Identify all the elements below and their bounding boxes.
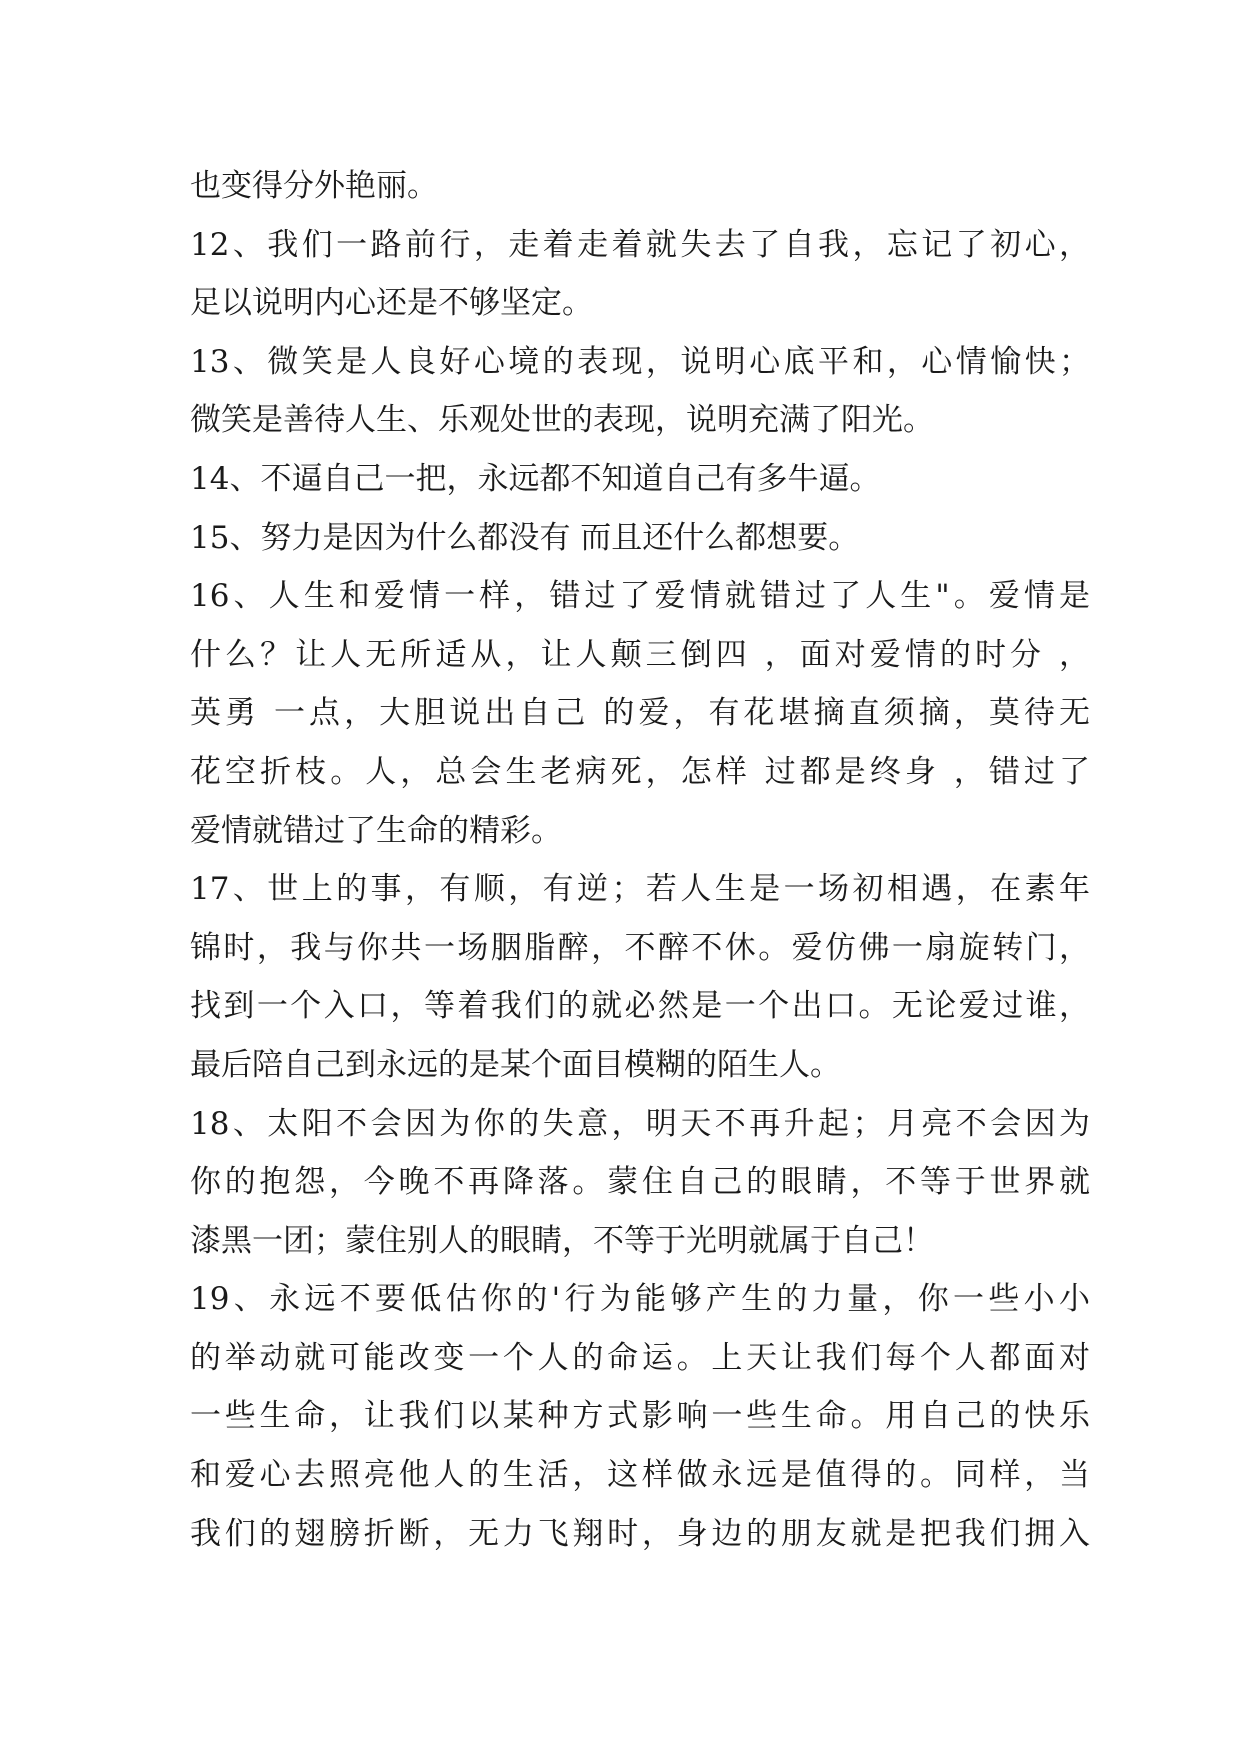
- text-line: 什么？让人无所适从，让人颠三倒四 ，面对爱情的时分 ，: [190, 636, 1090, 673]
- text-line: 足以说明内心还是不够坚定。: [190, 285, 593, 322]
- text-line: 17、世上的事，有顺，有逆；若人生是一场初相遇，在素年: [190, 871, 1090, 908]
- text-line: 最后陪自己到永远的是某个面目模糊的陌生人。: [190, 1046, 841, 1083]
- text-line: 13、微笑是人良好心境的表现，说明心底平和，心情愉快；: [190, 343, 1090, 380]
- text-line: 你的抱怨，今晚不再降落。蒙住自己的眼睛，不等于世界就: [190, 1164, 1090, 1201]
- text-line: 微笑是善待人生、乐观处世的表现，说明充满了阳光。: [190, 402, 934, 439]
- text-line: 也变得分外艳丽。: [190, 168, 438, 204]
- text-line: 19、永远不要低估你的'行为能够产生的力量，你一些小小: [190, 1281, 1090, 1318]
- text-line: 16、人生和爱情一样，错过了爱情就错过了人生"。爱情是: [190, 578, 1090, 615]
- document-body: [190, 157, 1090, 1563]
- text-line: 我们的翅膀折断，无力飞翔时，身边的朋友就是把我们拥入: [190, 1515, 1090, 1552]
- text-line: 18、太阳不会因为你的失意，明天不再升起；月亮不会因为: [190, 1105, 1090, 1142]
- text-line: 14、不逼自己一把，永远都不知道自己有多牛逼。: [190, 460, 881, 497]
- text-line: 爱情就错过了生命的精彩。: [190, 812, 562, 849]
- text-line: 锦时，我与你共一场胭脂醉，不醉不休。爱仿佛一扇旋转门，: [190, 929, 1090, 966]
- text-line: 找到一个入口，等着我们的就必然是一个出口。无论爱过谁，: [190, 988, 1090, 1025]
- text-line: 和爱心去照亮他人的生活，这样做永远是值得的。同样，当: [190, 1457, 1090, 1494]
- text-line: 英勇 一点，大胆说出自己 的爱，有花堪摘直须摘，莫待无: [190, 695, 1090, 732]
- text-line: 漆黑一团；蒙住别人的眼睛，不等于光明就属于自己！: [190, 1222, 934, 1259]
- text-line: 的举动就可能改变一个人的命运。上天让我们每个人都面对: [190, 1339, 1090, 1376]
- text-line: 一些生命，让我们以某种方式影响一些生命。用自己的快乐: [190, 1398, 1090, 1435]
- text-line: 12、我们一路前行，走着走着就失去了自我，忘记了初心，: [190, 226, 1090, 263]
- text-line: 15、努力是因为什么都没有 而且还什么都想要。: [190, 519, 860, 556]
- text-line: 花空折枝。人，总会生老病死，怎样 过都是终身 ，错过了: [190, 753, 1090, 790]
